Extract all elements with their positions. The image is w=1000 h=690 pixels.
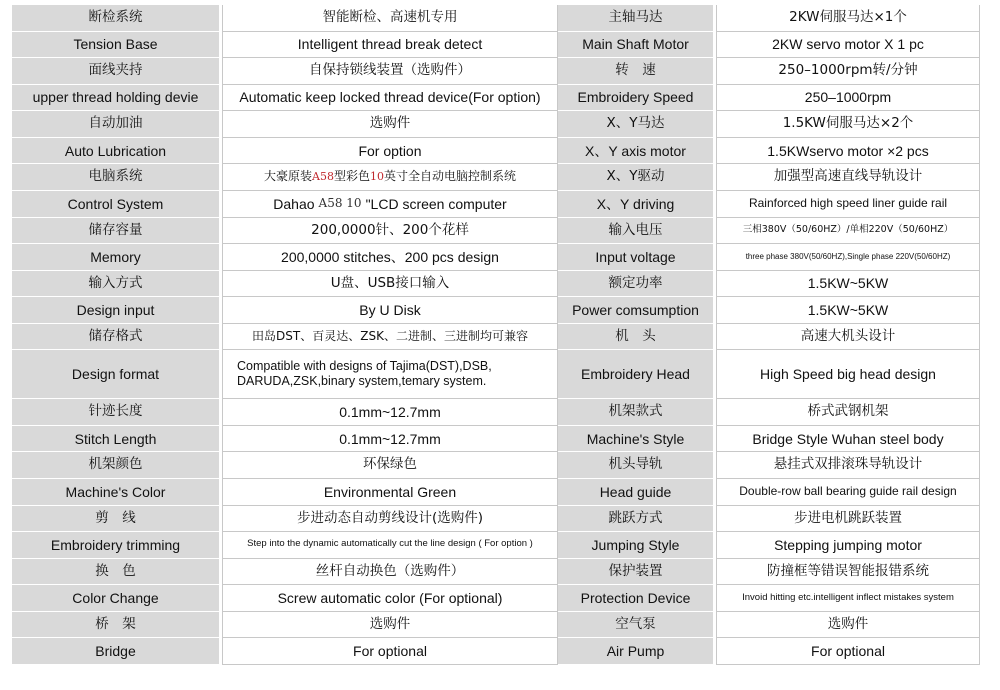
spec-value: Invoid hitting etc.intelligent inflect mistakes system <box>716 585 980 612</box>
spec-label: 换 色 <box>12 559 222 586</box>
spec-label: 主轴马达 <box>558 5 716 32</box>
spec-value: 智能断检、高速机专用 <box>222 5 558 32</box>
spec-label: Embroidery Head <box>558 350 716 399</box>
spec-value: High Speed big head design <box>716 350 980 399</box>
spec-table <box>12 5 980 665</box>
spec-value: Rainforced high speed liner guide rail <box>716 191 980 218</box>
spec-value: 自保持锁线装置（选购件） <box>222 58 558 85</box>
spec-label: 输入电压 <box>558 218 716 245</box>
spec-value: 250–1000rpm <box>716 85 980 112</box>
spec-value <box>222 191 558 218</box>
spec-label: X、Y driving <box>558 191 716 218</box>
spec-value: 选购件 <box>222 612 558 639</box>
spec-label: 输入方式 <box>12 271 222 298</box>
spec-value-part: 10 <box>369 169 384 183</box>
spec-value: 1.5KW~5KW <box>716 271 980 298</box>
spec-value: Screw automatic color (For optional) <box>222 585 558 612</box>
spec-label: Jumping Style <box>558 532 716 559</box>
spec-value: Automatic keep locked thread device(For option) <box>222 85 558 112</box>
spec-value-line: DARUDA,ZSK,binary system,temary system. <box>237 374 487 389</box>
spec-value-part: 大豪原装 <box>264 169 313 184</box>
spec-value: Environmental Green <box>222 479 558 506</box>
spec-label: Memory <box>12 244 222 271</box>
spec-label: 针迹长度 <box>12 399 222 426</box>
spec-label: 储存容量 <box>12 218 222 245</box>
spec-value: 三相380V（50/60HZ）/单相220V（50/60HZ） <box>716 218 980 245</box>
spec-label: 断检系统 <box>12 5 222 32</box>
spec-value: 1.5KW伺服马达×2个 <box>716 111 980 138</box>
spec-value: 0.1mm~12.7mm <box>222 399 558 426</box>
spec-value: 环保绿色 <box>222 452 558 479</box>
spec-label: X、Y axis motor <box>558 138 716 165</box>
spec-label: Tension Base <box>12 32 222 59</box>
spec-value: 步进电机跳跃装置 <box>716 506 980 533</box>
spec-value <box>222 164 558 191</box>
spec-label: Main Shaft Motor <box>558 32 716 59</box>
spec-value: Step into the dynamic automatically cut the line design ( For option ) <box>222 532 558 559</box>
spec-value: For optional <box>716 638 980 665</box>
spec-label: Bridge <box>12 638 222 665</box>
spec-label: Protection Device <box>558 585 716 612</box>
spec-value: By U Disk <box>222 297 558 324</box>
spec-value: 丝杆自动换色（选购件） <box>222 559 558 586</box>
spec-value: 桥式武钢机架 <box>716 399 980 426</box>
spec-value: three phase 380V(50/60HZ),Single phase 220V(50/60HZ) <box>716 244 980 271</box>
spec-label: 机架款式 <box>558 399 716 426</box>
spec-value-part: 英寸全自动电脑控制系统 <box>383 169 516 184</box>
spec-label: 面线夹持 <box>12 58 222 85</box>
spec-label: 剪 线 <box>12 506 222 533</box>
spec-value: 2KW servo motor X 1 pc <box>716 32 980 59</box>
spec-label: 跳跃方式 <box>558 506 716 533</box>
spec-value: Double-row ball bearing guide rail design <box>716 479 980 506</box>
spec-label: X、Y驱动 <box>558 164 716 191</box>
spec-value: 悬挂式双排滚珠导轨设计 <box>716 452 980 479</box>
spec-label: 空气泵 <box>558 612 716 639</box>
spec-value: For optional <box>222 638 558 665</box>
spec-label: 桥 架 <box>12 612 222 639</box>
spec-label: Power comsumption <box>558 297 716 324</box>
spec-value-part: 型彩色 <box>333 169 370 184</box>
spec-value <box>222 350 558 399</box>
spec-label: Embroidery Speed <box>558 85 716 112</box>
spec-label: Machine's Style <box>558 426 716 453</box>
spec-value: 选购件 <box>716 612 980 639</box>
spec-label: 自动加油 <box>12 111 222 138</box>
spec-value: 田岛DST、百灵达、ZSK、二进制、三进制均可兼容 <box>222 324 558 351</box>
spec-value: Stepping jumping motor <box>716 532 980 559</box>
spec-value: For option <box>222 138 558 165</box>
spec-value: 高速大机头设计 <box>716 324 980 351</box>
spec-label: 转 速 <box>558 58 716 85</box>
spec-value: Bridge Style Wuhan steel body <box>716 426 980 453</box>
spec-label: Head guide <box>558 479 716 506</box>
spec-value-line: Compatible with designs of Tajima(DST),DSB, <box>237 359 492 374</box>
spec-label: Design input <box>12 297 222 324</box>
spec-value-part: A58 <box>312 169 334 183</box>
spec-label: 额定功率 <box>558 271 716 298</box>
column-values-right <box>716 5 980 665</box>
spec-value-part: Dahao <box>273 195 315 212</box>
spec-value: 防撞框等错误智能报错系统 <box>716 559 980 586</box>
spec-value: 0.1mm~12.7mm <box>222 426 558 453</box>
spec-label: Stitch Length <box>12 426 222 453</box>
spec-value: 加强型高速直线导轨设计 <box>716 164 980 191</box>
spec-label: Color Change <box>12 585 222 612</box>
spec-label: 机架颜色 <box>12 452 222 479</box>
spec-value: 1.5KWservo motor ×2 pcs <box>716 138 980 165</box>
spec-label: 储存格式 <box>12 324 222 351</box>
column-labels-right <box>558 5 716 665</box>
spec-label: Design format <box>12 350 222 399</box>
spec-value: 选购件 <box>222 111 558 138</box>
spec-value-part: "LCD screen computer <box>365 195 507 212</box>
spec-value: 1.5KW~5KW <box>716 297 980 324</box>
spec-value: 步进动态自动剪线设计(选购件) <box>222 506 558 533</box>
spec-label: upper thread holding devie <box>12 85 222 112</box>
spec-value: U盘、USB接口输入 <box>222 271 558 298</box>
spec-value-part: A58 10 <box>318 195 362 210</box>
spec-label: Control System <box>12 191 222 218</box>
column-values-left <box>222 5 558 665</box>
spec-label: 电脑系统 <box>12 164 222 191</box>
spec-label: Machine's Color <box>12 479 222 506</box>
spec-value: 200,0000 stitches、200 pcs design <box>222 244 558 271</box>
spec-label: Input voltage <box>558 244 716 271</box>
spec-value: Intelligent thread break detect <box>222 32 558 59</box>
spec-value: 2KW伺服马达×1个 <box>716 5 980 32</box>
spec-value: 200,0000针、200个花样 <box>222 218 558 245</box>
spec-label: Auto Lubrication <box>12 138 222 165</box>
spec-label: 机头导轨 <box>558 452 716 479</box>
spec-value: 250–1000rpm转/分钟 <box>716 58 980 85</box>
spec-label: Embroidery trimming <box>12 532 222 559</box>
spec-label: 保护装置 <box>558 559 716 586</box>
spec-label: Air Pump <box>558 638 716 665</box>
spec-label: X、Y马达 <box>558 111 716 138</box>
column-labels-left <box>12 5 222 665</box>
spec-label: 机 头 <box>558 324 716 351</box>
